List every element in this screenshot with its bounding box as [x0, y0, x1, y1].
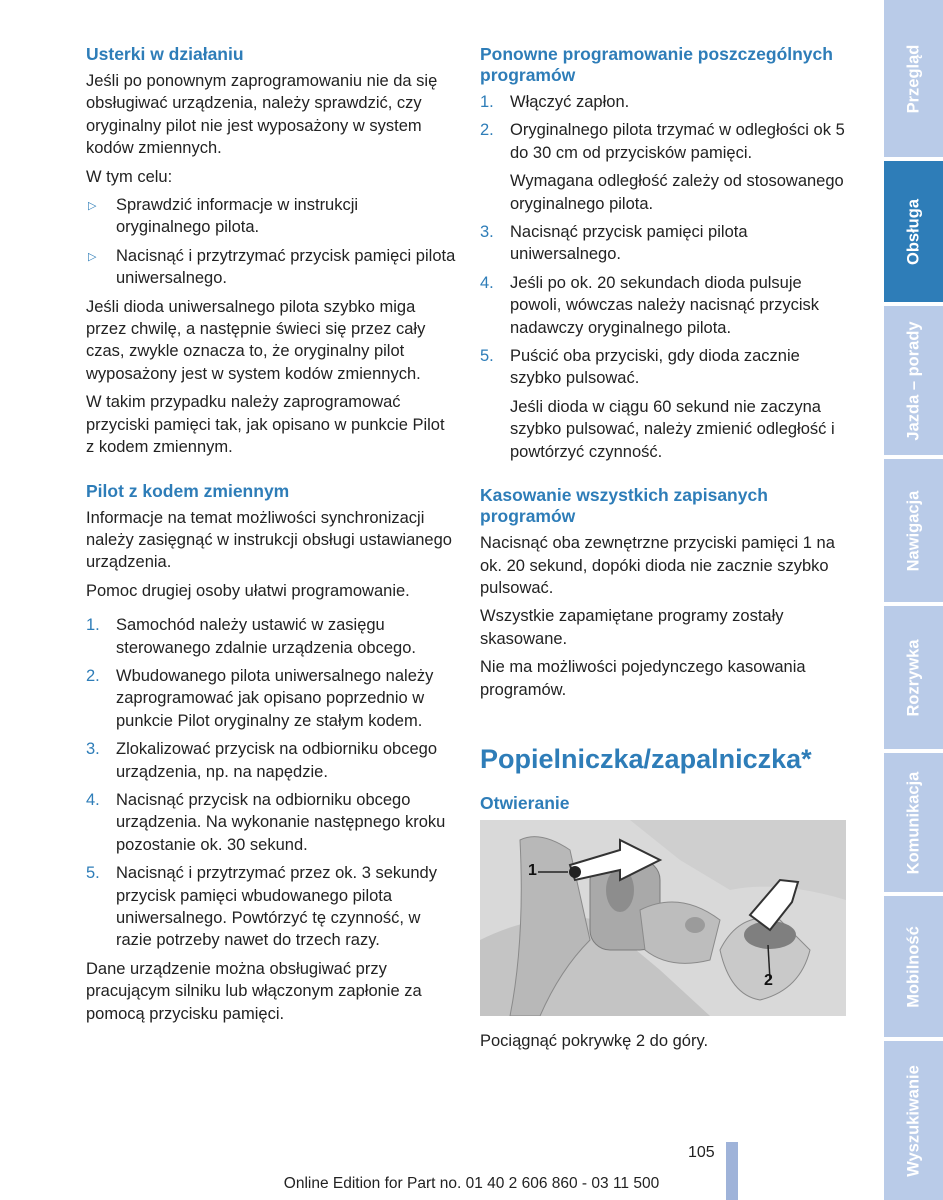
- step-note: Wymagana odległość zależy od stosowanego oryginalnego pilota.: [510, 172, 844, 213]
- step-item: [86, 789, 456, 856]
- paragraph: Jeśli po ponownym zaprogramowaniu nie da się obsługiwać urządzenia, należy sprawdzić, czy oryginalny pilot nie jest wyposażony w system kodów zmiennych.: [86, 72, 438, 158]
- step-text: Jeśli po ok. 20 sekundach dioda pulsuje powoli, wówczas należy nacisnąć przycisk nadawczy oryginalnego pilota.: [510, 273, 820, 337]
- step-number: 5.: [480, 347, 494, 366]
- step-item: [480, 91, 850, 113]
- left-column: [86, 44, 456, 1031]
- tab-obsluga[interactable]: [884, 161, 943, 302]
- step-note: Jeśli dioda w ciągu 60 sekund nie zaczyna szybko pulsować, należy zmienić odległość i powtórzyć czynność.: [510, 397, 835, 461]
- step-text: Oryginalnego pilota trzymać w odległości ok 5 do 30 cm od przycisków pamięci.: [510, 121, 845, 162]
- tab-przeglad[interactable]: [884, 0, 943, 157]
- step-number: 1.: [480, 93, 494, 111]
- chapter-heading-ashtray: Popielniczka/zapalniczka*: [480, 743, 812, 774]
- step-text: Włączyć zapłon.: [510, 93, 630, 111]
- step-number: 5.: [86, 864, 100, 883]
- step-item: [86, 738, 456, 783]
- paragraph: Jeśli dioda uniwersalnego pilota szybko miga przez chwilę, a następnie świeci się przez cały czas, zwykle oznacza to, że oryginalny pilot wyposażony jest w system kodów zmiennych.: [86, 297, 426, 383]
- paragraph: Nacisnąć oba zewnętrzne przyciski pamięci 1 na ok. 20 sekund, dopóki dioda nie zacznie szybko pulsować.: [480, 534, 835, 597]
- step-text: Wbudowanego pilota uniwersalnego należy zaprogramować jak opisano poprzednio w punkcie Pilot oryginalny ze stałym kodem.: [116, 666, 434, 730]
- section-heading-malfunctions: Usterki w działaniu: [86, 44, 244, 64]
- bullet-text: Sprawdzić informacje w instrukcji oryginalnego pilota.: [116, 196, 359, 237]
- step-number: 4.: [86, 790, 100, 809]
- tab-label: Mobilność: [904, 925, 922, 1008]
- paragraph: Pomoc drugiej osoby ułatwi programowanie.: [86, 581, 410, 600]
- tab-rozrywka[interactable]: [884, 606, 943, 749]
- tab-wyszukiwanie[interactable]: [884, 1041, 943, 1200]
- step-number: 4.: [480, 273, 494, 292]
- tab-komunikacja[interactable]: [884, 753, 943, 892]
- tab-jazda-porady[interactable]: [884, 306, 943, 455]
- paragraph: W tym celu:: [86, 167, 173, 186]
- step-number: 2.: [86, 666, 100, 685]
- section-heading-reprogramming: Ponowne programowanie poszczególnych programów: [480, 44, 833, 85]
- triangle-bullet-icon: ▷: [88, 250, 97, 263]
- right-column: [480, 44, 850, 1058]
- tab-mobilnosc[interactable]: [884, 896, 943, 1037]
- tab-label: Obsługa: [904, 198, 922, 265]
- footer-edition: Online Edition for Part no. 01 40 2 606 860 - 03 11 500: [283, 1175, 660, 1192]
- bullet-item: [86, 245, 456, 290]
- step-text: Nacisnąć przycisk na odbiorniku obcego urządzenia. Na wykonanie następnego kroku pozostanie ok. 30 sekund.: [116, 790, 446, 854]
- paragraph: W takim przypadku należy zaprogramować przyciski pamięci tak, jak opisano w punkcie Pilot z kodem zmiennym.: [86, 393, 445, 457]
- step-item: [86, 862, 456, 952]
- tab-label: Komunikacja: [904, 771, 922, 874]
- tab-label: Jazda – porady: [904, 320, 922, 441]
- step-text: Samochód należy ustawić w zasięgu sterowanego zdalnie urządzenia obcego.: [116, 616, 416, 657]
- paragraph: Wszystkie zapamiętane programy zostały skasowane.: [480, 607, 784, 648]
- triangle-bullet-icon: ▷: [88, 200, 97, 213]
- tab-nawigacja[interactable]: [884, 459, 943, 602]
- step-number: 3.: [480, 223, 494, 242]
- step-text: Zlokalizować przycisk na odbiorniku obcego urządzenia, np. na napędzie.: [116, 740, 437, 781]
- ashtray-illustration-svg: [480, 820, 846, 1016]
- ashtray-illustration: [480, 820, 846, 1016]
- step-item: [480, 345, 850, 390]
- step-number: 3.: [86, 740, 100, 759]
- step-text: Nacisnąć i przytrzymać przez ok. 3 sekundy przycisk pamięci wbudowanego pilota uniwersalnego. Powtórzyć tę czynność, w razie potrzeby nawet do trzech razy.: [116, 864, 437, 950]
- step-number: 2.: [480, 121, 494, 140]
- bullet-item: [86, 194, 456, 239]
- paragraph: Informacje na temat możliwości synchronizacji należy zasięgnąć w instrukcji obsługi ustawianego urządzenia.: [86, 508, 452, 572]
- step-item: [86, 665, 456, 732]
- chapter-tabs: [884, 0, 943, 1200]
- step-text: Nacisnąć przycisk pamięci pilota uniwersalnego.: [510, 223, 748, 264]
- step-text: Puścić oba przyciski, gdy dioda zacznie szybko pulsować.: [510, 347, 800, 388]
- paragraph: Nie ma możliwości pojedynczego kasowania programów.: [480, 658, 806, 699]
- bullet-text: Nacisnąć i przytrzymać przycisk pamięci pilota uniwersalnego.: [116, 246, 456, 288]
- paragraph: Dane urządzenie można obsługiwać przy pracującym silniku lub włączonym zapłonie za pomocą przycisku pamięci.: [86, 959, 422, 1023]
- section-heading-delete-all: Kasowanie wszystkich zapisanych programów: [480, 485, 768, 527]
- page-number: 105: [688, 1144, 715, 1161]
- step-item: [480, 119, 850, 164]
- tab-label: Nawigacja: [904, 490, 922, 571]
- figure-caption: Pociągnąć pokrywkę 2 do góry.: [480, 1031, 709, 1050]
- section-heading-rolling-code: Pilot z kodem zmiennym: [86, 480, 290, 501]
- step-number: 1.: [86, 616, 100, 635]
- step-item: [480, 221, 850, 266]
- figure-label-2: 2: [764, 971, 773, 989]
- figure-label-1: 1: [528, 861, 537, 879]
- tab-label: Rozrywka: [904, 638, 922, 717]
- section-heading-opening: Otwieranie: [480, 792, 570, 813]
- step-item: [86, 614, 456, 659]
- step-item: [480, 272, 850, 339]
- tab-label: Wyszukiwanie: [904, 1064, 922, 1177]
- tab-label: Przegląd: [904, 44, 922, 113]
